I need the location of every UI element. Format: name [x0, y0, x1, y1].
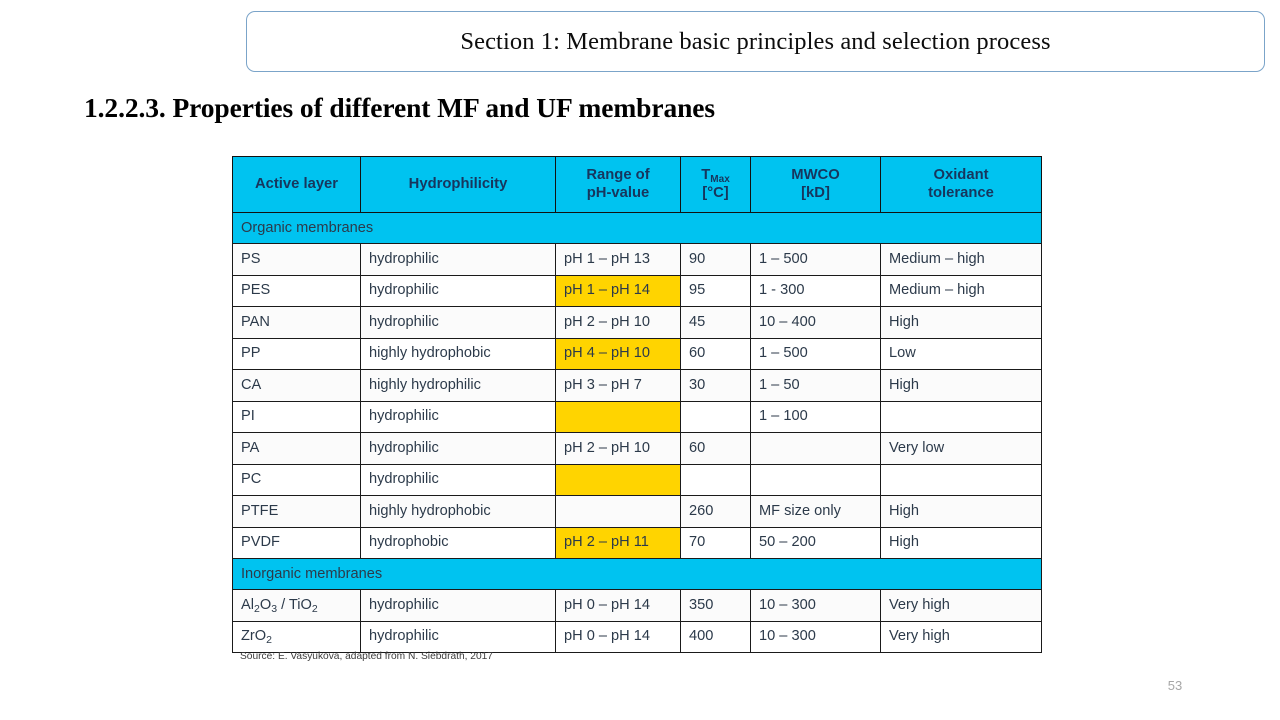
column-header-tmax	[681, 157, 751, 213]
page-title: 1.2.2.3. Properties of different MF and UF membranes	[84, 92, 716, 123]
cell-active-layer: PVDF	[233, 527, 361, 559]
cell-active-layer: PA	[233, 433, 361, 465]
cell-ph-range: pH 2 – pH 10	[556, 433, 681, 465]
column-header-tmax-unit: [°C]	[702, 184, 729, 201]
source-note: Source: E. Vasyukova, adapted from N. Siebdrath, 2017	[240, 651, 493, 662]
table-row	[233, 433, 1042, 465]
table-body	[233, 213, 1042, 653]
table-header-row	[233, 157, 1042, 213]
cell-hydrophilicity: hydrophilic	[361, 464, 556, 496]
column-header-tmax-subscript: Max	[710, 174, 730, 186]
cell-active-layer: $Al_2O_3 / TiO_2$	[233, 590, 361, 622]
cell-oxidant-tolerance: Low	[881, 338, 1042, 370]
column-header-hydrophilicity	[361, 157, 556, 213]
table-group-row	[233, 213, 1042, 244]
cell-mwco: 10 – 300	[751, 621, 881, 653]
table-row	[233, 370, 1042, 402]
cell-active-layer: PI	[233, 401, 361, 433]
cell-ph-range	[556, 464, 681, 496]
table-row	[233, 527, 1042, 559]
cell-mwco: 50 – 200	[751, 527, 881, 559]
cell-ph-range: pH 2 – pH 11	[556, 527, 681, 559]
cell-tmax: 400	[681, 621, 751, 653]
cell-tmax: 260	[681, 496, 751, 528]
column-header-active-layer	[233, 157, 361, 213]
cell-ph-range: pH 2 – pH 10	[556, 307, 681, 339]
cell-hydrophilicity: hydrophilic	[361, 433, 556, 465]
cell-ph-range: pH 1 – pH 13	[556, 244, 681, 276]
column-header-mwco-line1: MWCO	[791, 167, 840, 184]
cell-oxidant-tolerance: High	[881, 307, 1042, 339]
table-row	[233, 621, 1042, 653]
column-header-oxidant-tolerance	[881, 157, 1042, 213]
cell-oxidant-tolerance	[881, 464, 1042, 496]
table-row	[233, 590, 1042, 622]
table-group-label: Organic membranes	[233, 213, 1042, 244]
column-header-active-layer-label: Active layer	[254, 175, 339, 192]
column-header-ph-range-line2: pH-value	[586, 184, 650, 201]
cell-mwco	[751, 464, 881, 496]
cell-active-layer: PES	[233, 275, 361, 307]
cell-oxidant-tolerance: Medium – high	[881, 244, 1042, 276]
cell-hydrophilicity: hydrophilic	[361, 401, 556, 433]
cell-tmax	[681, 464, 751, 496]
cell-tmax	[681, 401, 751, 433]
column-header-mwco	[751, 157, 881, 213]
cell-active-layer: PP	[233, 338, 361, 370]
column-header-oxidant-line2: tolerance	[928, 184, 994, 201]
cell-oxidant-tolerance: Very low	[881, 433, 1042, 465]
cell-oxidant-tolerance: Medium – high	[881, 275, 1042, 307]
cell-ph-range: pH 1 – pH 14	[556, 275, 681, 307]
cell-mwco: 1 – 50	[751, 370, 881, 402]
table-row	[233, 307, 1042, 339]
cell-oxidant-tolerance: High	[881, 496, 1042, 528]
cell-hydrophilicity: hydrophobic	[361, 527, 556, 559]
cell-ph-range: pH 0 – pH 14	[556, 590, 681, 622]
table-row	[233, 401, 1042, 433]
table-row	[233, 244, 1042, 276]
cell-active-layer: PTFE	[233, 496, 361, 528]
cell-hydrophilicity: highly hydrophilic	[361, 370, 556, 402]
column-header-tmax-symbol: T	[701, 167, 711, 184]
cell-mwco: 1 – 500	[751, 338, 881, 370]
membrane-properties-table	[232, 156, 1042, 653]
cell-ph-range: pH 0 – pH 14	[556, 621, 681, 653]
table-row	[233, 275, 1042, 307]
cell-mwco: 1 – 100	[751, 401, 881, 433]
cell-active-layer: PS	[233, 244, 361, 276]
cell-oxidant-tolerance: Very high	[881, 621, 1042, 653]
cell-hydrophilicity: hydrophilic	[361, 621, 556, 653]
cell-mwco: 1 – 500	[751, 244, 881, 276]
cell-mwco: 1 - 300	[751, 275, 881, 307]
cell-ph-range	[556, 496, 681, 528]
column-header-tmax-line1	[685, 167, 746, 184]
cell-hydrophilicity: highly hydrophobic	[361, 338, 556, 370]
column-header-ph-range-line1: Range of	[586, 167, 650, 184]
cell-active-layer: ZrO$_2$	[233, 621, 361, 653]
table-row	[233, 338, 1042, 370]
cell-hydrophilicity: hydrophilic	[361, 244, 556, 276]
cell-oxidant-tolerance: High	[881, 527, 1042, 559]
table-row	[233, 464, 1042, 496]
cell-hydrophilicity: hydrophilic	[361, 275, 556, 307]
cell-mwco: 10 – 300	[751, 590, 881, 622]
cell-hydrophilicity: hydrophilic	[361, 590, 556, 622]
cell-tmax: 90	[681, 244, 751, 276]
cell-mwco	[751, 433, 881, 465]
cell-mwco: 10 – 400	[751, 307, 881, 339]
section-banner-text: Section 1: Membrane basic principles and selection process	[460, 27, 1051, 55]
cell-tmax: 60	[681, 433, 751, 465]
cell-oxidant-tolerance: Very high	[881, 590, 1042, 622]
cell-active-layer: CA	[233, 370, 361, 402]
column-header-ph-range	[556, 157, 681, 213]
cell-tmax: 95	[681, 275, 751, 307]
table-row	[233, 496, 1042, 528]
cell-oxidant-tolerance	[881, 401, 1042, 433]
cell-mwco: MF size only	[751, 496, 881, 528]
column-header-hydrophilicity-label: Hydrophilicity	[408, 175, 508, 192]
cell-tmax: 30	[681, 370, 751, 402]
cell-oxidant-tolerance: High	[881, 370, 1042, 402]
cell-active-layer: PAN	[233, 307, 361, 339]
cell-ph-range: pH 3 – pH 7	[556, 370, 681, 402]
column-header-oxidant-line1: Oxidant	[933, 167, 989, 184]
cell-ph-range: pH 4 – pH 10	[556, 338, 681, 370]
cell-active-layer: PC	[233, 464, 361, 496]
section-banner	[246, 11, 1265, 72]
cell-ph-range	[556, 401, 681, 433]
cell-tmax: 45	[681, 307, 751, 339]
cell-hydrophilicity: hydrophilic	[361, 307, 556, 339]
page-number: 53	[1167, 678, 1183, 693]
column-header-mwco-line2: [kD]	[801, 184, 830, 201]
cell-tmax: 70	[681, 527, 751, 559]
cell-tmax: 350	[681, 590, 751, 622]
cell-hydrophilicity: highly hydrophobic	[361, 496, 556, 528]
cell-tmax: 60	[681, 338, 751, 370]
table-group-label: Inorganic membranes	[233, 559, 1042, 590]
table-group-row	[233, 559, 1042, 590]
